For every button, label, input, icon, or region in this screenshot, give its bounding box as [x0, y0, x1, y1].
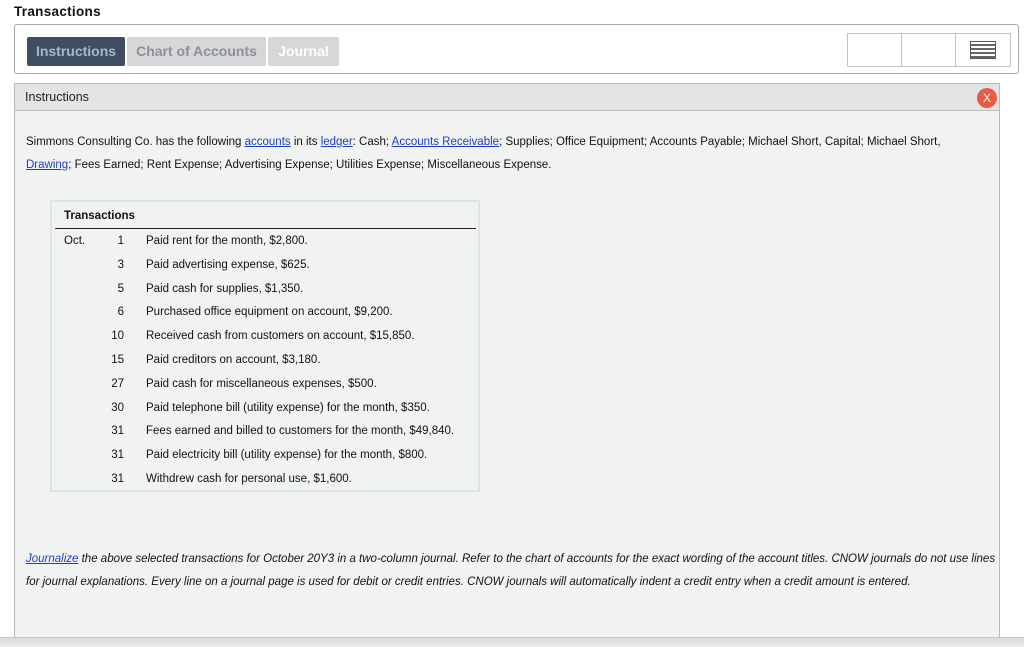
- row-day: 3: [117, 258, 124, 271]
- row-day: 5: [117, 282, 124, 295]
- row-day: 15: [111, 354, 124, 366]
- row-month: Oct.: [64, 235, 86, 247]
- row-day: 31: [111, 473, 124, 485]
- toolbar-button-2[interactable]: [902, 34, 956, 66]
- tab-chart-of-accounts[interactable]: Chart of Accounts: [127, 37, 266, 66]
- row-description: Paid cash for miscellaneous expenses, $500.: [146, 377, 377, 390]
- row-day: 27: [111, 377, 124, 390]
- row-day: 31: [111, 449, 124, 462]
- table-row: [52, 326, 476, 346]
- intro-text-3: : Cash;: [352, 136, 392, 148]
- transactions-table: [50, 200, 480, 492]
- row-description: Fees earned and billed to customers for the month, $49,840.: [146, 425, 455, 438]
- row-day: 10: [111, 330, 124, 343]
- app-title: Transactions: [14, 4, 101, 19]
- table-row: [52, 255, 476, 275]
- intro-text-4: ; Supplies; Office Equipment; Accounts Payable; Michael Short, Capital; Michael Short,: [499, 136, 941, 148]
- row-description: Purchased office equipment on account, $9,200.: [146, 306, 393, 319]
- row-day: 1: [117, 235, 124, 247]
- table-row: [52, 350, 476, 370]
- drawing-link[interactable]: Drawing: [26, 159, 69, 171]
- accounts-receivable-link[interactable]: Accounts Receivable: [391, 136, 500, 148]
- row-description: Paid advertising expense, $625.: [146, 258, 310, 271]
- intro-text: [26, 131, 991, 177]
- table-row: [52, 398, 476, 418]
- journalize-link[interactable]: Journalize: [26, 553, 79, 565]
- table-row: [52, 279, 476, 299]
- tab-instructions[interactable]: Instructions: [27, 37, 125, 66]
- row-day: 30: [111, 401, 124, 414]
- intro-text-2: in its: [290, 136, 321, 148]
- row-day: 31: [111, 425, 124, 438]
- accounts-link[interactable]: accounts: [244, 136, 291, 148]
- row-description: Received cash from customers on account, $15,850.: [146, 330, 415, 343]
- intro-text-5: ; Fees Earned; Rent Expense; Advertising Expense; Utilities Expense; Miscellaneous Expense.: [68, 159, 552, 171]
- toolbar: [14, 24, 1019, 74]
- row-description: Paid cash for supplies, $1,350.: [146, 282, 304, 295]
- row-description: Paid electricity bill (utility expense) for the month, $800.: [146, 449, 428, 462]
- row-day: 6: [117, 306, 124, 319]
- instructions-panel: [14, 83, 1000, 647]
- row-description: Withdrew cash for personal use, $1,600.: [146, 473, 352, 485]
- close-button[interactable]: X: [977, 88, 997, 108]
- panel-title: Instructions: [25, 90, 89, 104]
- journal-instructions: [26, 548, 996, 594]
- intro-text-1: Simmons Consulting Co. has the following: [26, 136, 245, 148]
- table-row: [52, 421, 476, 441]
- bottom-scrollbar[interactable]: [0, 637, 1024, 647]
- row-description: Paid telephone bill (utility expense) for the month, $350.: [146, 401, 430, 414]
- tab-journal[interactable]: Journal: [268, 37, 339, 66]
- toolbar-controls: [847, 33, 1011, 67]
- transactions-title: Transactions: [64, 210, 135, 222]
- journal-instructions-text: the above selected transactions for October 20Y3 in a two-column journal. Refer to the chart of accounts for the exact wording of the account titles. CNOW journals do not use lines for journal explanations. Every line on a journal page is used for debit or credit entries. CNOW journals will automatically indent a credit entry when a credit amount is entered.: [26, 553, 996, 588]
- panel-header: [15, 84, 999, 111]
- menu-button[interactable]: [956, 34, 1010, 66]
- table-row: [52, 231, 476, 251]
- row-description: Paid creditors on account, $3,180.: [146, 354, 321, 366]
- list-icon: [970, 41, 996, 59]
- header-rule: [55, 228, 476, 229]
- ledger-link[interactable]: ledger: [320, 136, 353, 148]
- table-row: [52, 469, 476, 489]
- table-row: [52, 302, 476, 322]
- table-row: [52, 445, 476, 465]
- toolbar-button-1[interactable]: [848, 34, 902, 66]
- row-description: Paid rent for the month, $2,800.: [146, 235, 308, 247]
- table-row: [52, 374, 476, 394]
